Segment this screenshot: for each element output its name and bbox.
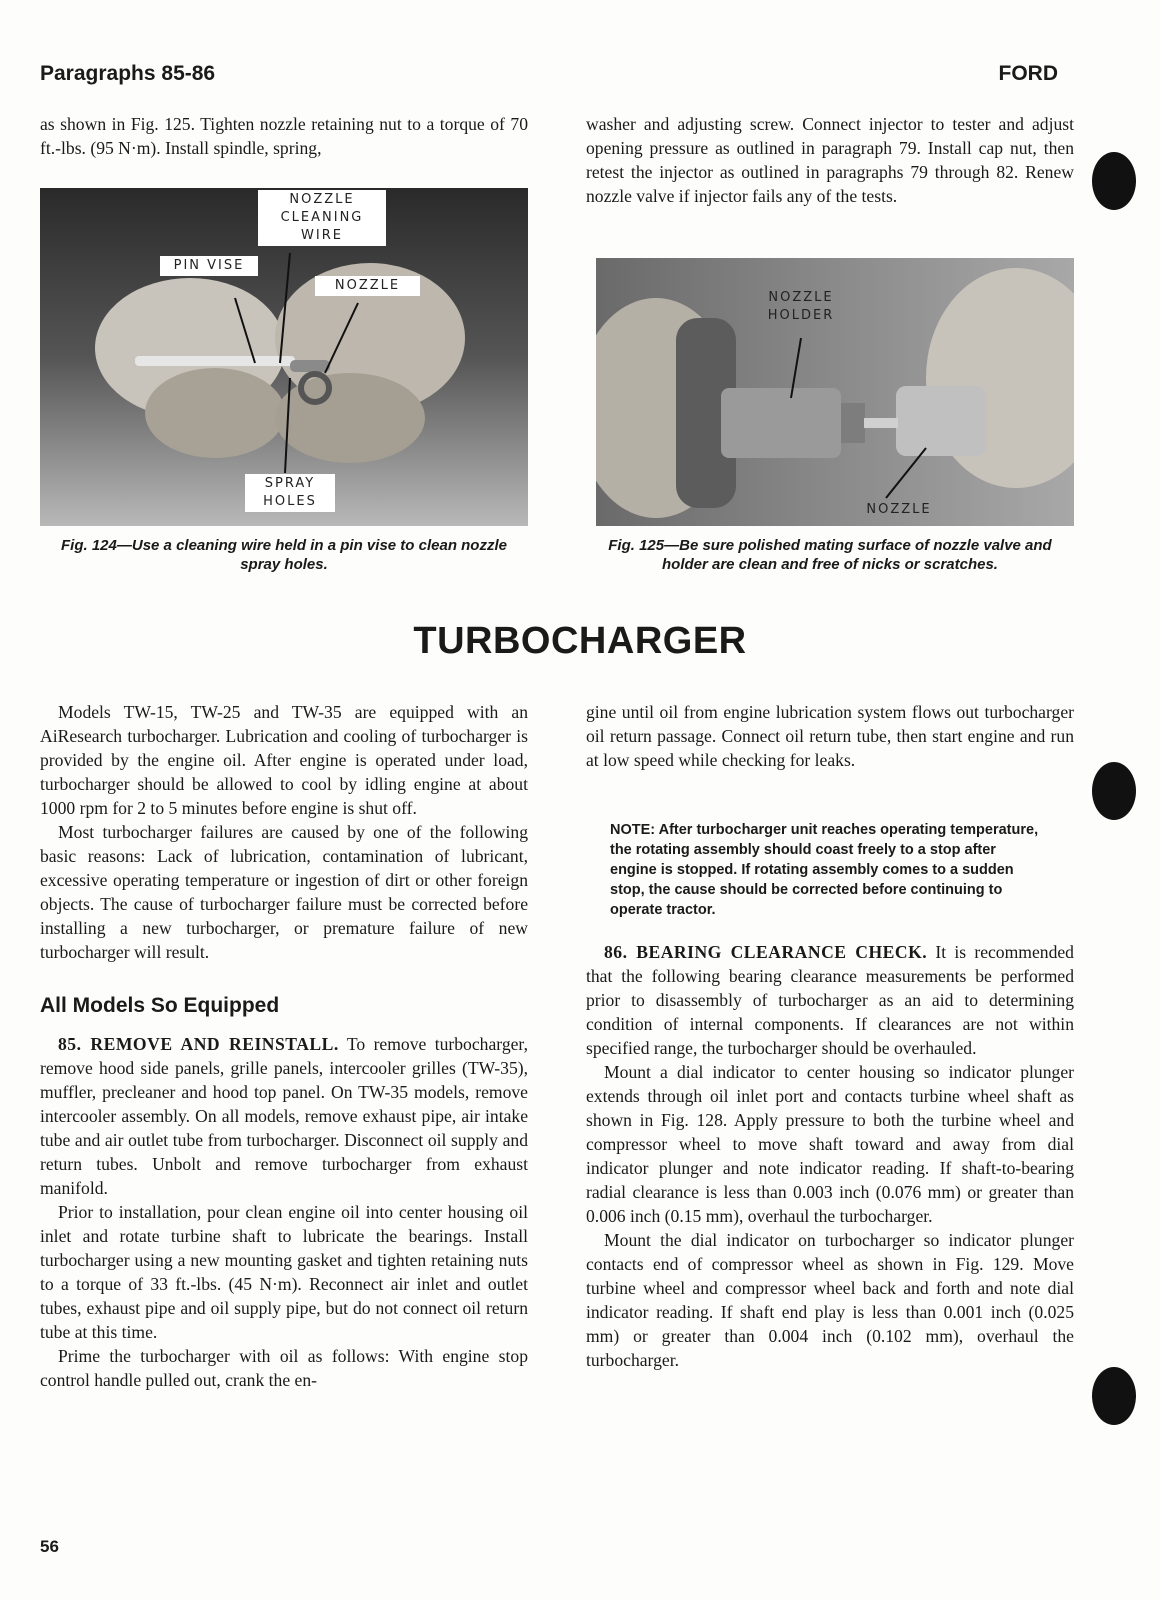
- fig124-caption: Fig. 124—Use a cleaning wire held in a pin vise to clean nozzle spray holes.: [61, 537, 507, 573]
- paragraph-86-radial: Mount a dial indicator to center housing so indicator plunger extends through oil inlet port and contacts turbine wheel shaft as shown in Fig. 128. Apply pressure to both the turbine wheel and compressor wheel to move shaft toward and away from dial indicator plunger and note indicator reading. If shaft-to-bearing radial clearance is less than 0.003 inch (0.076 mm) or greater than 0.006 inch (0.15 mm), overhaul the turbocharger.: [586, 1062, 1074, 1226]
- col1-top-text: as shown in Fig. 125. Tighten nozzle retaining nut to a torque of 70 ft.-lbs. (95 N·m). Install spindle, spring,: [40, 114, 528, 158]
- fig125-caption: Fig. 125—Be sure polished mating surface of nozzle valve and holder are clean and free of nicks or scratches.: [608, 537, 1052, 573]
- paragraph-85: 85. REMOVE AND REINSTALL. To remove turbocharger, remove hood side panels, grille panels, intercooler grilles (TW-35), muffler, precleaner and hood top panel. On TW-35 models, remove intercooler assembly. On all models, remove exhaust pipe, air intake tube and air outlet tube from turbocharger. Disconnect oil supply and return tubes. Unbolt and remove turbocharger from exhaust manifold.: [40, 1034, 528, 1198]
- col2-body-top: [586, 700, 1074, 772]
- label-nozzle: NOZZLE: [315, 276, 420, 296]
- col2-body: [586, 940, 1074, 1372]
- page-number: 56: [40, 1537, 59, 1556]
- label-nozzle-cleaning-wire: NOZZLE CLEANING WIRE: [258, 190, 386, 246]
- fig124-photo: [40, 188, 528, 526]
- label-pin-vise: PIN VISE: [160, 256, 258, 276]
- binder-tab-mark: [1092, 1367, 1136, 1425]
- fig125-photo: [596, 258, 1074, 526]
- binder-tab-mark: [1092, 762, 1136, 820]
- paragraph-85-prime: Prime the turbocharger with oil as follows: With engine stop control handle pulled out, crank the en-: [40, 1346, 528, 1390]
- paragraph-86: 86. BEARING CLEARANCE CHECK. It is recommended that the following bearing clearance measurements be performed prior to disassembly of turbocharger as an aid to determining condition of internal components. If clearances are not within specified range, the turbocharger should be overhauled.: [586, 942, 1074, 1058]
- label-spray-holes: SPRAY HOLES: [245, 474, 335, 512]
- running-header-make: FORD: [998, 62, 1058, 85]
- note-box: NOTE: After turbocharger unit reaches operating temperature, the rotating assembly should coast freely to a stop after engine is stopped. If rotating assembly comes to a sudden stop, the cause should be corrected before continuing to operate tractor.: [610, 822, 1039, 918]
- intro-paragraph-1: Models TW-15, TW-25 and TW-35 are equipped with an AiResearch turbocharger. Lubrication and cooling of turbocharger is provided by the engine oil. After engine is operated under load, turbocharger should be allowed to cool by idling engine at about 1000 rpm for 2 to 5 minutes before engine is shut off.: [40, 702, 528, 818]
- col2-top-text: washer and adjusting screw. Connect injector to tester and adjust opening pressure as outlined in paragraph 79. Install cap nut, then retest the injector as outlined in paragraphs 79 through 82. Renew nozzle valve if injector fails any of the tests.: [586, 114, 1074, 206]
- section-title: TURBOCHARGER: [413, 620, 747, 662]
- subheading: All Models So Equipped: [40, 994, 280, 1017]
- paragraph-85-continued: gine until oil from engine lubrication system flows out turbocharger oil return passage. Connect oil return tube, then start engine and run at low speed while checking for leaks.: [586, 702, 1074, 770]
- running-header-paragraphs: Paragraphs 85-86: [40, 62, 216, 85]
- label-nozzle-holder: NOZZLE HOLDER: [767, 290, 835, 323]
- binder-tab-mark: [1092, 152, 1136, 210]
- paragraph-85-heading: 85. REMOVE AND REINSTALL.: [58, 1034, 339, 1054]
- col1-body: [40, 700, 528, 1392]
- intro-paragraph-2: Most turbocharger failures are caused by one of the following basic reasons: Lack of lubrication, contamination of lubricant, excessive operating temperature or ingestion of dirt or other foreign objects. The cause of turbocharger failure must be corrected before installing a new turbocharger, or premature failure of new turbocharger will result.: [40, 822, 528, 962]
- label-nozzle: NOZZLE: [866, 502, 932, 517]
- paragraph-86-endplay: Mount the dial indicator on turbocharger so indicator plunger contacts end of compressor wheel as shown in Fig. 129. Move turbine wheel and compressor wheel back and forth and note dial indicator reading. If shaft end play is less than 0.001 inch (0.025 mm) or greater than 0.004 inch (0.102 mm), overhaul the turbocharger.: [586, 1230, 1074, 1370]
- paragraph-85-install: Prior to installation, pour clean engine oil into center housing oil inlet and rotate turbine shaft to lubricate the bearings. Install turbocharger using a new mounting gasket and tighten retaining nuts to a torque of 33 ft.-lbs. (45 N·m). Reconnect air inlet and outlet tubes, exhaust pipe and oil supply pipe, but do not connect oil return tube at this time.: [40, 1202, 528, 1342]
- paragraph-86-heading: 86. BEARING CLEARANCE CHECK.: [604, 942, 928, 962]
